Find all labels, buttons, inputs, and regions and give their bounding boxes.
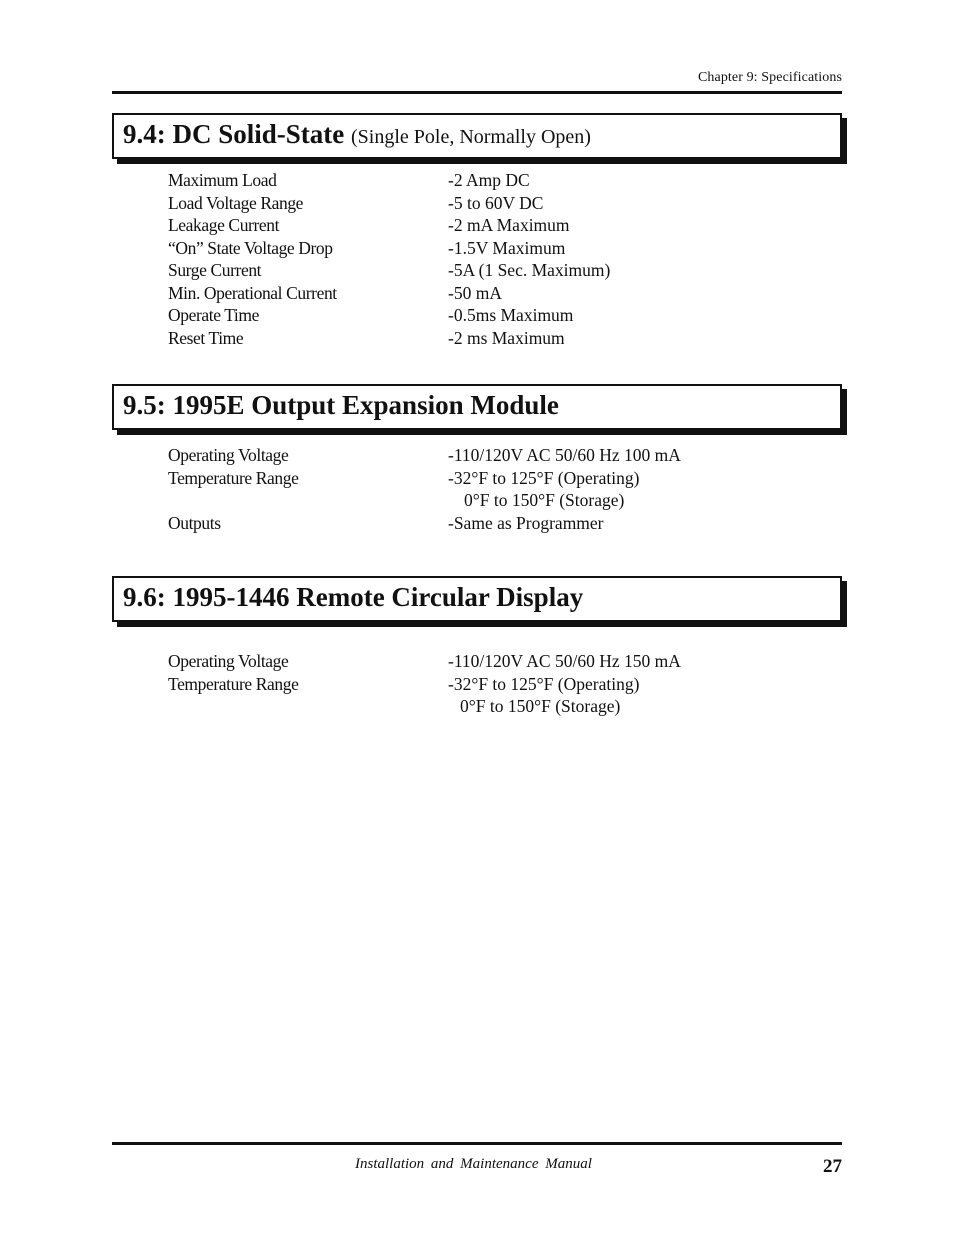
section-heading-9-5 <box>112 384 842 430</box>
section-heading-9-6 <box>112 576 842 622</box>
section-title-text: 9.4: DC Solid-State <box>123 119 345 149</box>
spec-value: 0°F to 150°F (Storage) <box>464 490 625 510</box>
spec-row <box>168 170 788 193</box>
spec-row <box>168 260 788 283</box>
spec-value: -2 Amp DC <box>448 170 530 190</box>
spec-value: -50 mA <box>448 282 502 303</box>
footer-rule <box>112 1142 842 1145</box>
spec-label: Maximum Load <box>168 170 277 190</box>
spec-row <box>168 490 788 513</box>
spec-row <box>168 238 788 261</box>
spec-row <box>168 651 788 674</box>
spec-value: -0.5ms Maximum <box>448 305 574 325</box>
spec-value: -2 ms Maximum <box>448 327 565 348</box>
spec-label: Operating Voltage <box>168 445 289 465</box>
page-number: 27 <box>823 1156 842 1177</box>
spec-label: Operating Voltage <box>168 651 289 671</box>
section-title: 9.6: 1995-1446 Remote Circular Display <box>123 582 584 612</box>
spec-row <box>168 513 788 536</box>
spec-label: Reset Time <box>168 327 244 348</box>
spec-value: -1.5V Maximum <box>448 237 566 258</box>
section-title <box>123 119 591 150</box>
spec-value: -32°F to 125°F (Operating) <box>448 467 640 488</box>
spec-row <box>168 215 788 238</box>
spec-row <box>168 305 788 328</box>
spec-label: Min. Operational Current <box>168 282 337 303</box>
spec-value: 0°F to 150°F (Storage) <box>460 696 621 716</box>
spec-label: “On” State Voltage Drop <box>168 237 333 258</box>
spec-label: Temperature Range <box>168 467 299 488</box>
spec-value: -5A (1 Sec. Maximum) <box>448 260 611 280</box>
spec-value: -32°F to 125°F (Operating) <box>448 673 640 694</box>
spec-value: -5 to 60V DC <box>448 192 544 213</box>
running-header: Chapter 9: Specifications <box>697 70 842 85</box>
header-rule <box>112 91 842 94</box>
spec-list-remote-display <box>168 651 788 719</box>
spec-row <box>168 283 788 306</box>
section-subtitle: (Single Pole, Normally Open) <box>351 126 591 148</box>
spec-value: -110/120V AC 50/60 Hz 100 mA <box>448 445 681 465</box>
footer-manual-title: Installation and Maintenance Manual <box>355 1156 592 1172</box>
spec-row <box>168 328 788 351</box>
section-heading-9-4 <box>112 113 842 159</box>
spec-row <box>168 445 788 468</box>
spec-value: -Same as Programmer <box>448 512 604 533</box>
spec-label: Load Voltage Range <box>168 192 304 213</box>
spec-list-output-expansion <box>168 445 788 535</box>
spec-row <box>168 468 788 491</box>
section-title: 9.5: 1995E Output Expansion Module <box>123 390 559 420</box>
spec-row <box>168 674 788 697</box>
spec-list-dc-solid-state <box>168 170 788 350</box>
spec-row <box>168 696 788 719</box>
spec-value: -110/120V AC 50/60 Hz 150 mA <box>448 651 681 671</box>
spec-row <box>168 193 788 216</box>
spec-label: Temperature Range <box>168 673 299 694</box>
spec-label: Leakage Current <box>168 215 280 235</box>
spec-value: -2 mA Maximum <box>448 215 570 235</box>
spec-label: Outputs <box>168 512 221 533</box>
spec-label: Operate Time <box>168 305 259 325</box>
spec-label: Surge Current <box>168 260 262 280</box>
